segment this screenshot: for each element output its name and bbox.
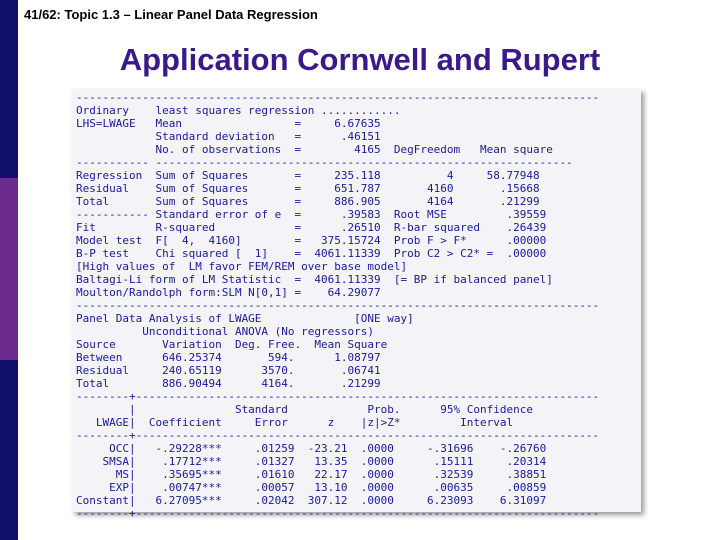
output-line: Unconditional ANOVA (No regressors) bbox=[76, 325, 375, 338]
output-line: Model test F[ 4, 4160] = 375.15724 Prob F > F* .00000 bbox=[76, 234, 547, 247]
regression-output bbox=[76, 91, 599, 520]
output-line: ----------- --------------------------------------------------------------- bbox=[76, 156, 573, 169]
output-line: No. of observations = 4165 DegFreedom Mean square bbox=[76, 143, 553, 156]
output-line: Between 646.25374 594. 1.08797 bbox=[76, 351, 381, 364]
output-line: Standard deviation = .46151 bbox=[76, 130, 381, 143]
output-line: LHS=LWAGE Mean = 6.67635 bbox=[76, 117, 381, 130]
regression-output-panel bbox=[72, 89, 641, 520]
output-line: Panel Data Analysis of LWAGE [ONE way] bbox=[76, 312, 414, 325]
slide-title: Application Cornwell and Rupert bbox=[119, 42, 601, 77]
output-line: Residual Sum of Squares = 651.787 4160 .15668 bbox=[76, 182, 540, 195]
output-line: LWAGE| Coefficient Error z |z|>Z* Interval bbox=[76, 416, 514, 429]
output-line: ----------- Standard error of e = .39583 Root MSE .39559 bbox=[76, 208, 547, 221]
output-line: OCC| -.29228*** .01259 -23.21 .0000 -.31696 -.26760 bbox=[76, 442, 547, 455]
output-line: Fit R-squared = .26510 R-bar squared .26439 bbox=[76, 221, 547, 234]
output-line: SMSA| .17712*** .01327 13.35 .0000 .15111 .20314 bbox=[76, 455, 547, 468]
output-line: B-P test Chi squared [ 1] = 4061.11339 Prob C2 > C2* = .00000 bbox=[76, 247, 547, 260]
output-line: ------------------------------------------------------------------------------- bbox=[76, 91, 600, 104]
output-line: Total Sum of Squares = 886.905 4164 .21299 bbox=[76, 195, 540, 208]
output-line: Moulton/Randolph form:SLM N[0,1] = 64.29077 bbox=[76, 286, 381, 299]
output-line: | Standard Prob. 95% Confidence bbox=[76, 403, 533, 416]
output-line: [High values of LM favor FEM/REM over base model] bbox=[76, 260, 408, 273]
output-line: Constant| 6.27095*** .02042 307.12 .0000 6.23093 6.31097 bbox=[76, 494, 547, 507]
output-line: Regression Sum of Squares = 235.118 4 58.77948 bbox=[76, 169, 540, 182]
left-accent-highlight bbox=[0, 178, 18, 360]
output-line: Total 886.90494 4164. .21299 bbox=[76, 377, 381, 390]
output-line: Source Variation Deg. Free. Mean Square bbox=[76, 338, 388, 351]
output-line: --------+---------------------------------------------------------------------- bbox=[76, 507, 600, 520]
output-line: Residual 240.65119 3570. .06741 bbox=[76, 364, 381, 377]
slide-header: 41/62: Topic 1.3 – Linear Panel Data Regression bbox=[24, 7, 318, 22]
output-line: --------+---------------------------------------------------------------------- bbox=[76, 429, 600, 442]
output-line: Baltagi-Li form of LM Statistic = 4061.11339 [= BP if balanced panel] bbox=[76, 273, 553, 286]
output-line: Ordinary least squares regression ............ bbox=[76, 104, 401, 117]
output-line: EXP| .00747*** .00057 13.10 .0000 .00635 .00859 bbox=[76, 481, 547, 494]
output-line: ------------------------------------------------------------------------------- bbox=[76, 299, 600, 312]
output-line: MS| .35695*** .01610 22.17 .0000 .32539 .38851 bbox=[76, 468, 547, 481]
output-line: --------+---------------------------------------------------------------------- bbox=[76, 390, 600, 403]
